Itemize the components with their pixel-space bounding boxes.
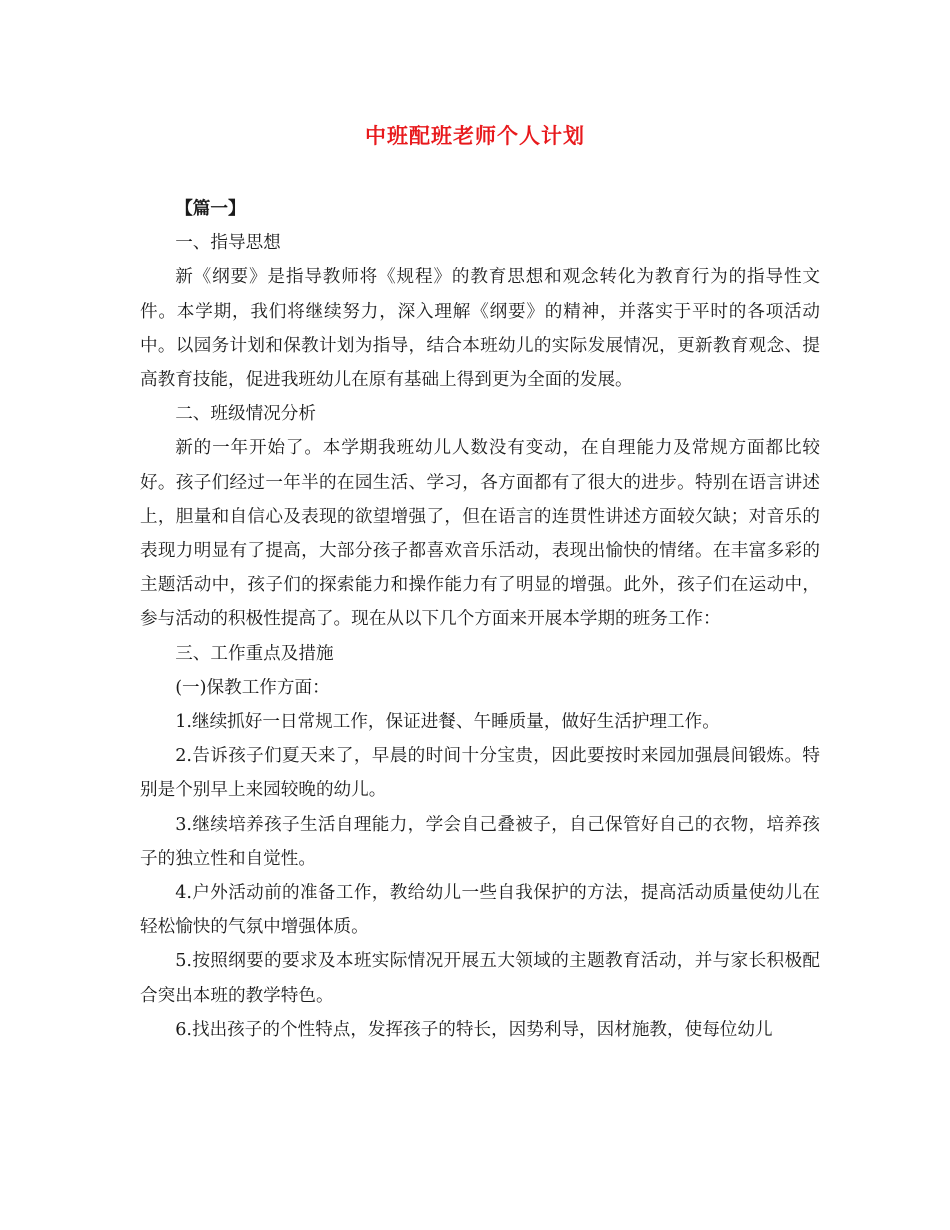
heading-class-analysis: 二、班级情况分析 [175, 404, 316, 425]
document-body [140, 192, 820, 1047]
list-item: 1.继续抓好一日常规工作，保证进餐、午睡质量，做好生活护理工作。 [175, 712, 720, 733]
paragraph-class-analysis: 新的一年开始了。本学期我班幼儿人数没有变动，在自理能力及常规方面都比较好。孩子们经过一年半的在园生活、学习，各方面都有了很大的进步。特别在语言讲述上，胆量和自信心及表现的欲望增强了，但在语言的连贯性讲述方面较欠缺；对音乐的表现力明显有了提高，大部分孩子都喜欢音乐活动，表现出愉快的情绪。在丰富多彩的主题活动中，孩子们的探索能力和操作能力有了明显的增强。此外，孩子们在运动中，参与活动的积极性提高了。现在从以下几个方面来开展本学期的班务工作： [140, 438, 820, 630]
list-item: 6.找出孩子的个性特点，发挥孩子的特长，因势利导，因材施教，使每位幼儿 [175, 1019, 773, 1040]
heading-guiding-ideology: 一、指导思想 [175, 233, 281, 254]
list-item: 5.按照纲要的要求及本班实际情况开展五大领域的主题教育活动，并与家长积极配合突出本班的教学特色。 [140, 951, 820, 1006]
document-title: 中班配班老师个人计划 [365, 123, 585, 148]
section-marker: 【篇一】 [175, 198, 246, 219]
list-item: 3.继续培养孩子生活自理能力，学会自己叠被子，自己保管好自己的衣物，培养孩子的独立性和自觉性。 [140, 814, 820, 869]
list-item: 2.告诉孩子们夏天来了，早晨的时间十分宝贵，因此要按时来园加强晨间锻炼。特别是个别早上来园较晚的幼儿。 [140, 746, 820, 801]
subheading-care-education: (一)保教工作方面： [175, 677, 330, 698]
heading-work-focus: 三、工作重点及措施 [175, 643, 334, 664]
paragraph-guiding-ideology: 新《纲要》是指导教师将《规程》的教育思想和观念转化为教育行为的指导性文件。本学期，我们将继续努力，深入理解《纲要》的精神，并落实于平时的各项活动中。以园务计划和保教计划为指导，结合本班幼儿的实际发展情况，更新教育观念、提高教育技能，促进我班幼儿在原有基础上得到更为全面的发展。 [140, 267, 820, 391]
list-item: 4.户外活动前的准备工作，教给幼儿一些自我保护的方法，提高活动质量使幼儿在轻松愉快的气氛中增强体质。 [140, 883, 820, 938]
